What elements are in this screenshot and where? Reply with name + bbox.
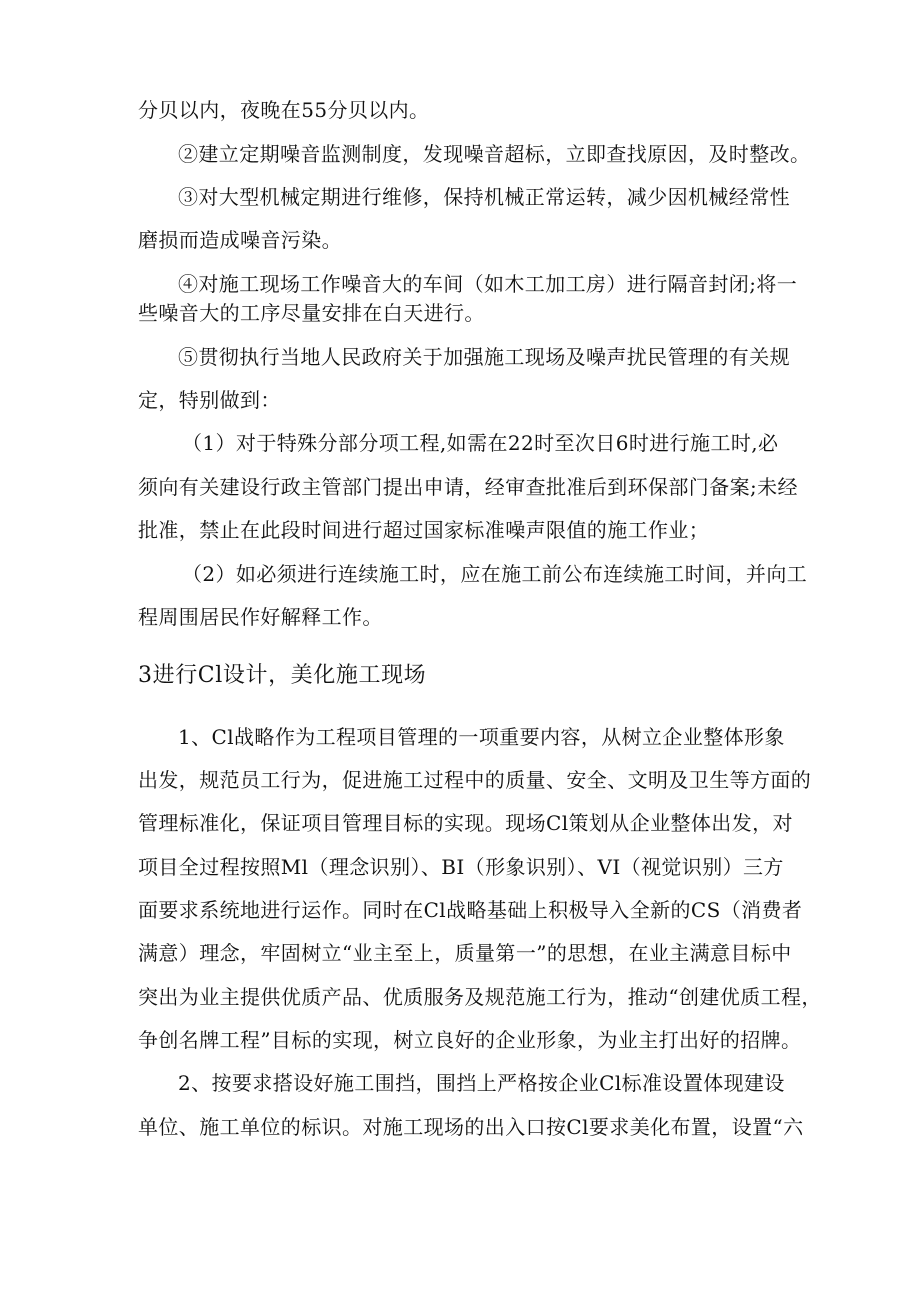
text-line: 须向有关建设行政主管部门提出申请，经审查批准后到环保部门备案;未经 — [138, 475, 798, 499]
text-line: ⑤贯彻执行当地人民政府关于加强施工现场及噪声扰民管理的有关规 — [178, 345, 790, 369]
text-line: 分贝以内，夜晚在55分贝以内。 — [138, 98, 430, 122]
text-line: ③对大型机械定期进行维修，保持机械正常运转，减少因机械经常性 — [178, 185, 790, 209]
text-line: ②建立定期噪音监测制度，发现噪音超标，立即查找原因，及时整改。 — [178, 142, 811, 166]
text-line: 突出为业主提供优质产品、优质服务及规范施工行为，推动“创建优质工程， — [138, 985, 822, 1009]
text-line: 争创名牌工程”目标的实现，树立良好的企业形象，为业主打出好的招牌。 — [138, 1028, 802, 1052]
text-line: 出发，规范员工行为，促进施工过程中的质量、安全、文明及卫生等方面的 — [138, 768, 812, 792]
text-line: 面要求系统地进行运作。同时在Cl战略基础上积极导入全新的CS（消费者 — [138, 898, 803, 922]
section-heading: 3进行Cl设计，美化施工现场 — [138, 663, 427, 688]
text-line: 满意）理念，牢固树立“业主至上，质量第一”的思想，在业主满意目标中 — [138, 941, 792, 965]
text-line: 单位、施工单位的标识。对施工现场的出入口按Cl要求美化布置，设置“六 — [138, 1115, 804, 1139]
text-line: 1、Cl战略作为工程项目管理的一项重要内容，从树立企业整体形象 — [178, 725, 785, 749]
text-line: （1）对于特殊分部分项工程,如需在22时至次日6时进行施工时,必 — [182, 431, 779, 455]
text-line: 2、按要求搭设好施工围挡，围挡上严格按企业Cl标准设置体现建设 — [178, 1071, 785, 1095]
text-line: 程周围居民作好解释工作。 — [138, 605, 383, 629]
text-line: 项目全过程按照Ml（理念识别）、BI（形象识别）、VI（视觉识别）三方 — [138, 855, 784, 879]
text-line: ④对施工现场工作噪音大的车间（如木工加工房）进行隔音封闭;将一 — [178, 272, 798, 296]
text-line: （2）如必须进行连续施工时，应在施工前公布连续施工时间，并向工 — [182, 562, 808, 586]
text-line: 磨损而造成噪音污染。 — [138, 228, 342, 252]
text-line: 些噪音大的工序尽量安排在白天进行。 — [138, 301, 485, 325]
text-line: 定，特别做到： — [138, 388, 281, 412]
text-line: 批准，禁止在此段时间进行超过国家标准噪声限值的施工作业； — [138, 518, 710, 542]
text-line: 管理标准化，保证项目管理目标的实现。现场Cl策划从企业整体出发，对 — [138, 811, 793, 835]
